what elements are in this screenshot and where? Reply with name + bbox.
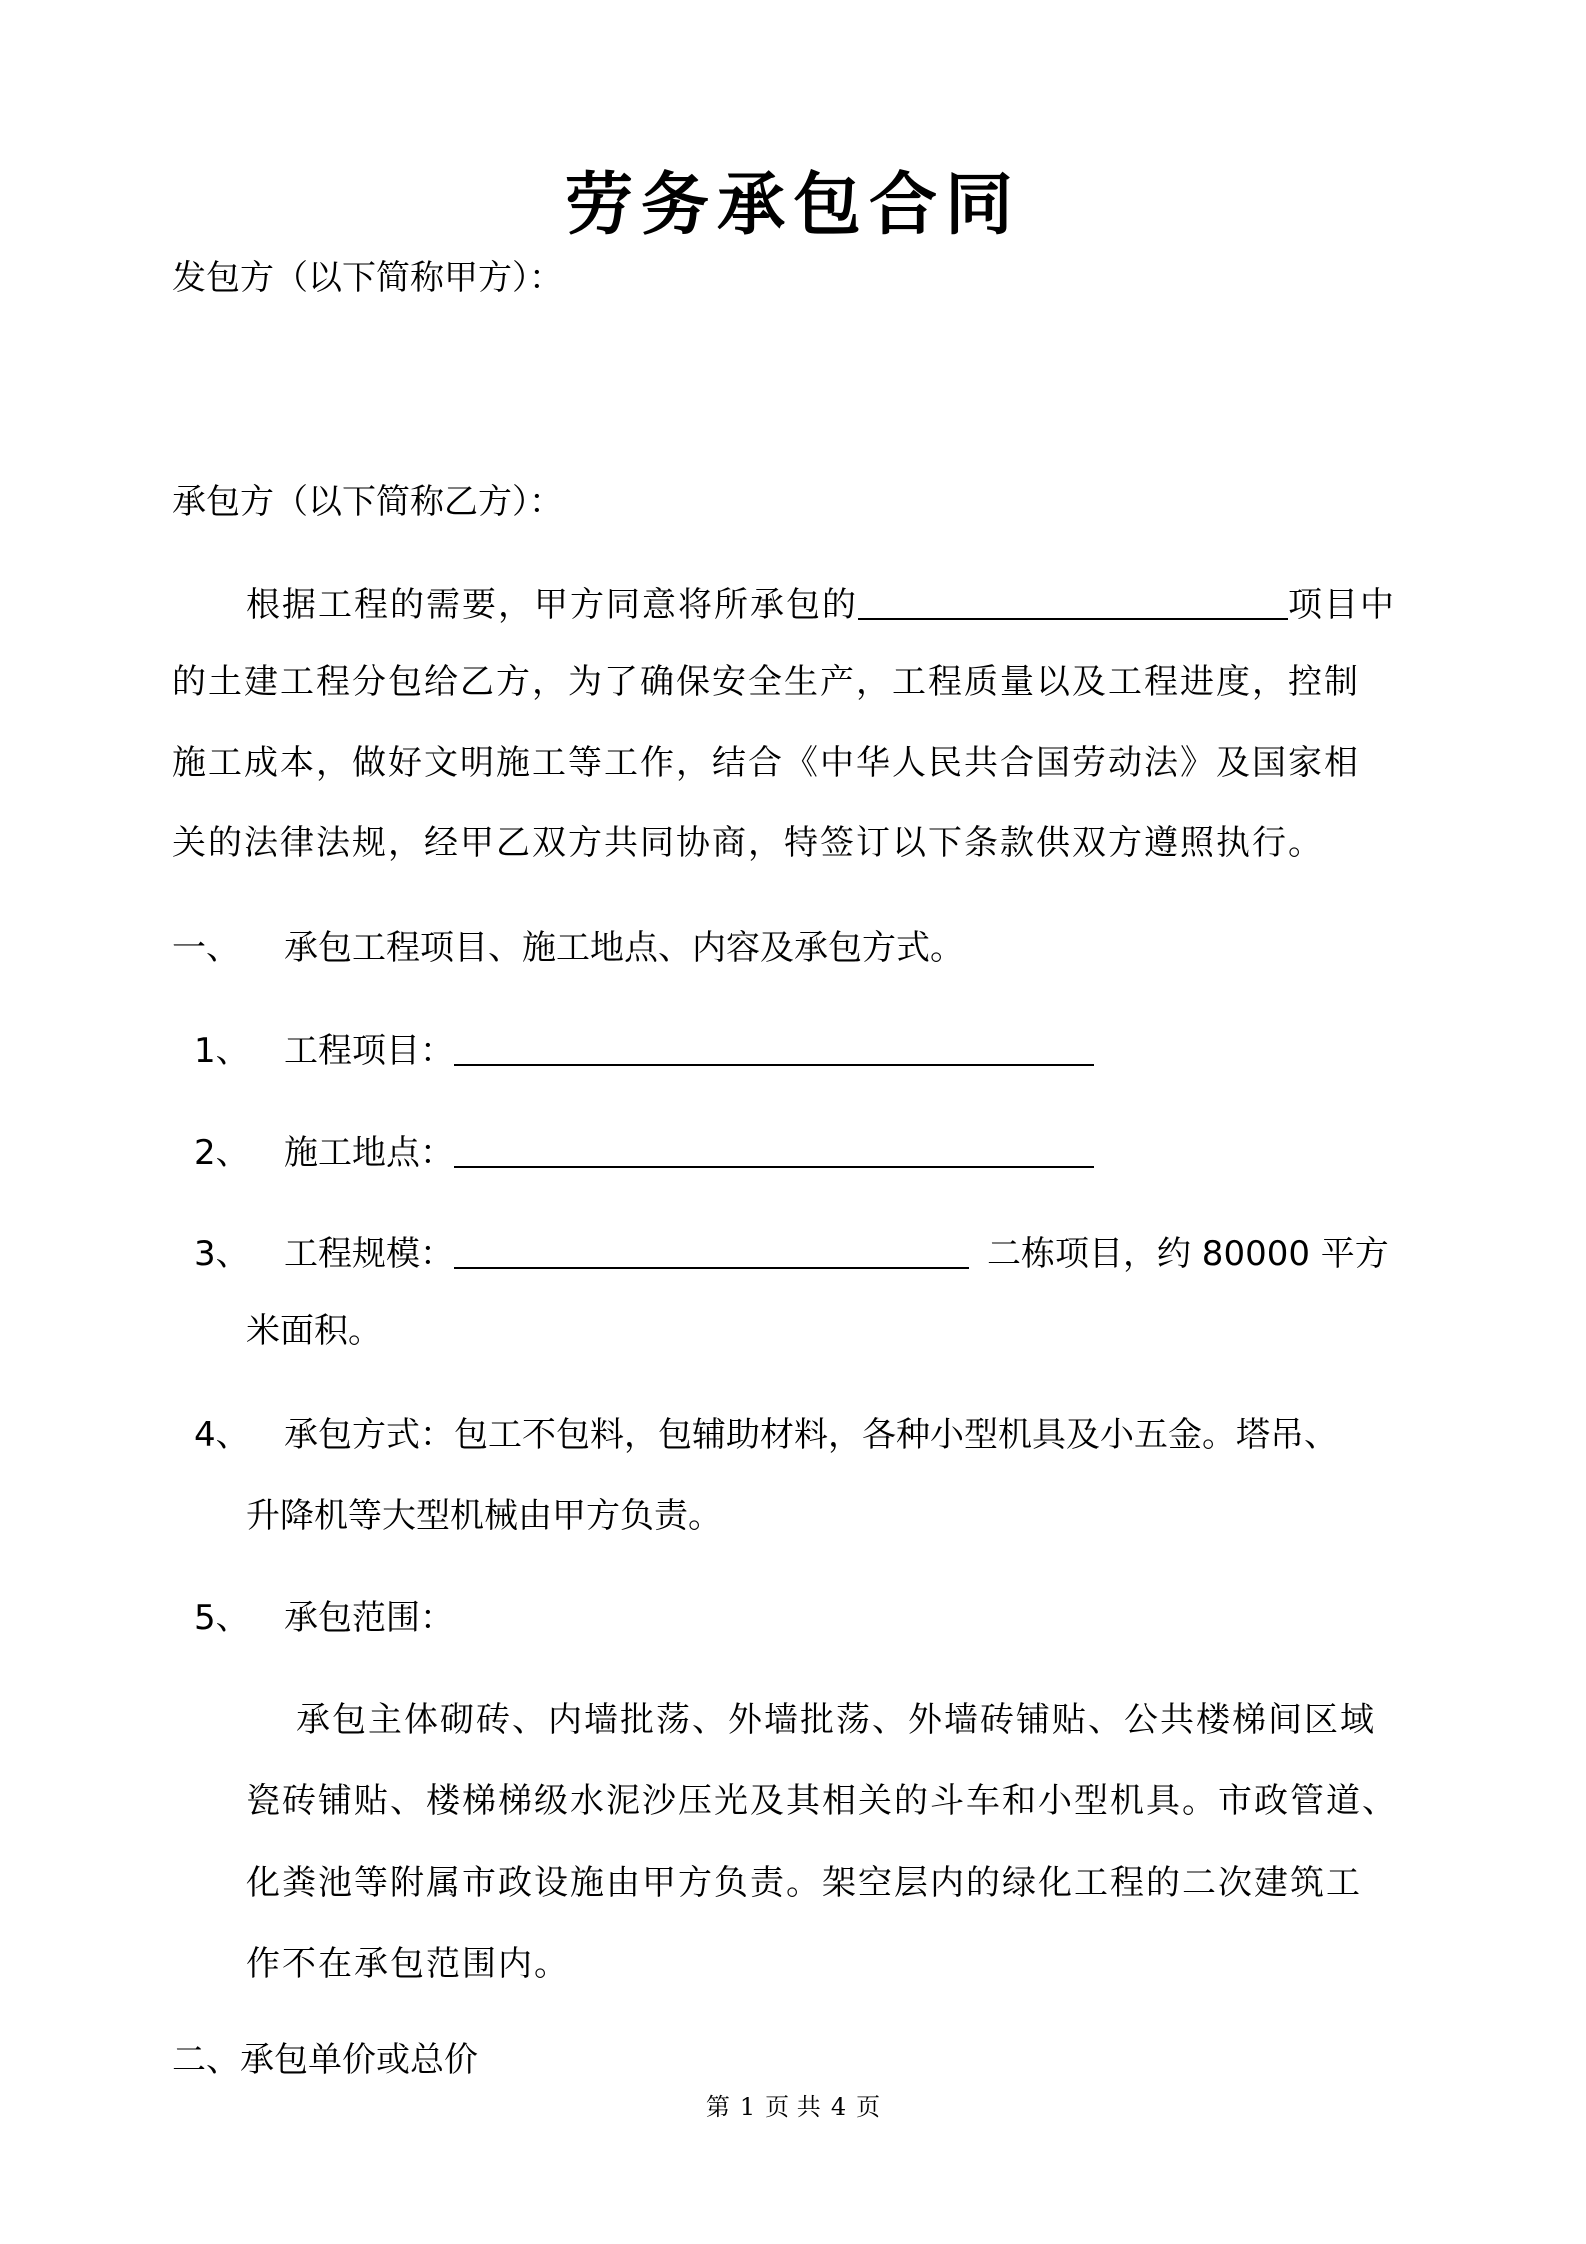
item-5-number: 5、: [194, 1598, 250, 1638]
item-2-label: 施工地点：: [284, 1133, 454, 1173]
intro-line-2: 的土建工程分包给乙方，为了确保安全生产，工程质量以及工程进度，控制: [172, 662, 1360, 702]
document-title: 劳务承包合同: [564, 165, 1021, 245]
item-1-blank: [454, 1030, 1094, 1066]
project-name-blank: [858, 584, 1288, 620]
scope-line-3: 化粪池等附属市政设施由甲方负责。架空层内的绿化工程的二次建筑工: [246, 1863, 1362, 1903]
item-2: [194, 1128, 1094, 1175]
footer-page-number: 1: [739, 2093, 756, 2121]
intro-line-3: 施工成本，做好文明施工等工作，结合《中华人民共合国劳动法》及国家相: [172, 743, 1360, 783]
intro-text-post: 项目中: [1288, 585, 1396, 625]
footer-prefix: 第: [705, 2093, 730, 2121]
party-a-line: 发包方（以下简称甲方）：: [172, 258, 563, 298]
section-1-heading: [172, 926, 964, 970]
item-1: [194, 1026, 1094, 1073]
item-3-post: 二栋项目，约 80000 平方: [987, 1234, 1389, 1274]
page-footer: [0, 2092, 1586, 2122]
item-4-cont: 升降机等大型机械由甲方负责。: [246, 1496, 722, 1536]
item-3: [194, 1229, 1389, 1276]
section-1-text: 承包工程项目、施工地点、内容及承包方式。: [284, 928, 964, 968]
item-3-number: 3、: [194, 1234, 250, 1274]
section-1-number: 一、: [172, 928, 240, 968]
footer-suffix: 页: [856, 2093, 881, 2121]
footer-middle: 页 共: [765, 2093, 821, 2121]
item-1-label: 工程项目：: [284, 1031, 454, 1071]
item-4-label: 承包方式：包工不包料，包辅助材料，各种小型机具及小五金。塔吊、: [284, 1415, 1338, 1455]
item-1-number: 1、: [194, 1031, 250, 1071]
item-4-number: 4、: [194, 1415, 250, 1455]
item-4: [194, 1413, 1338, 1457]
item-5-label: 承包范围：: [284, 1598, 454, 1638]
section-2-heading: 二、承包单价或总价: [172, 2040, 478, 2080]
item-2-blank: [454, 1132, 1094, 1168]
footer-total-pages: 4: [830, 2093, 847, 2121]
item-5: [194, 1596, 454, 1640]
item-3-cont: 米面积。: [246, 1311, 382, 1351]
scope-line-4: 作不在承包范围内。: [246, 1944, 570, 1984]
intro-text-pre: 根据工程的需要，甲方同意将所承包的: [246, 585, 858, 625]
item-3-label: 工程规模：: [284, 1234, 454, 1274]
party-b-line: 承包方（以下简称乙方）：: [172, 482, 563, 522]
scope-line-2: 瓷砖铺贴、楼梯梯级水泥沙压光及其相关的斗车和小型机具。市政管道、: [246, 1781, 1398, 1821]
scope-line-1: 承包主体砌砖、内墙批荡、外墙批荡、外墙砖铺贴、公共楼梯间区域: [296, 1700, 1376, 1740]
item-2-number: 2、: [194, 1133, 250, 1173]
item-3-blank: [454, 1233, 969, 1269]
intro-line-1: [246, 580, 1396, 627]
intro-line-4: 关的法律法规，经甲乙双方共同协商，特签订以下条款供双方遵照执行。: [172, 823, 1324, 863]
